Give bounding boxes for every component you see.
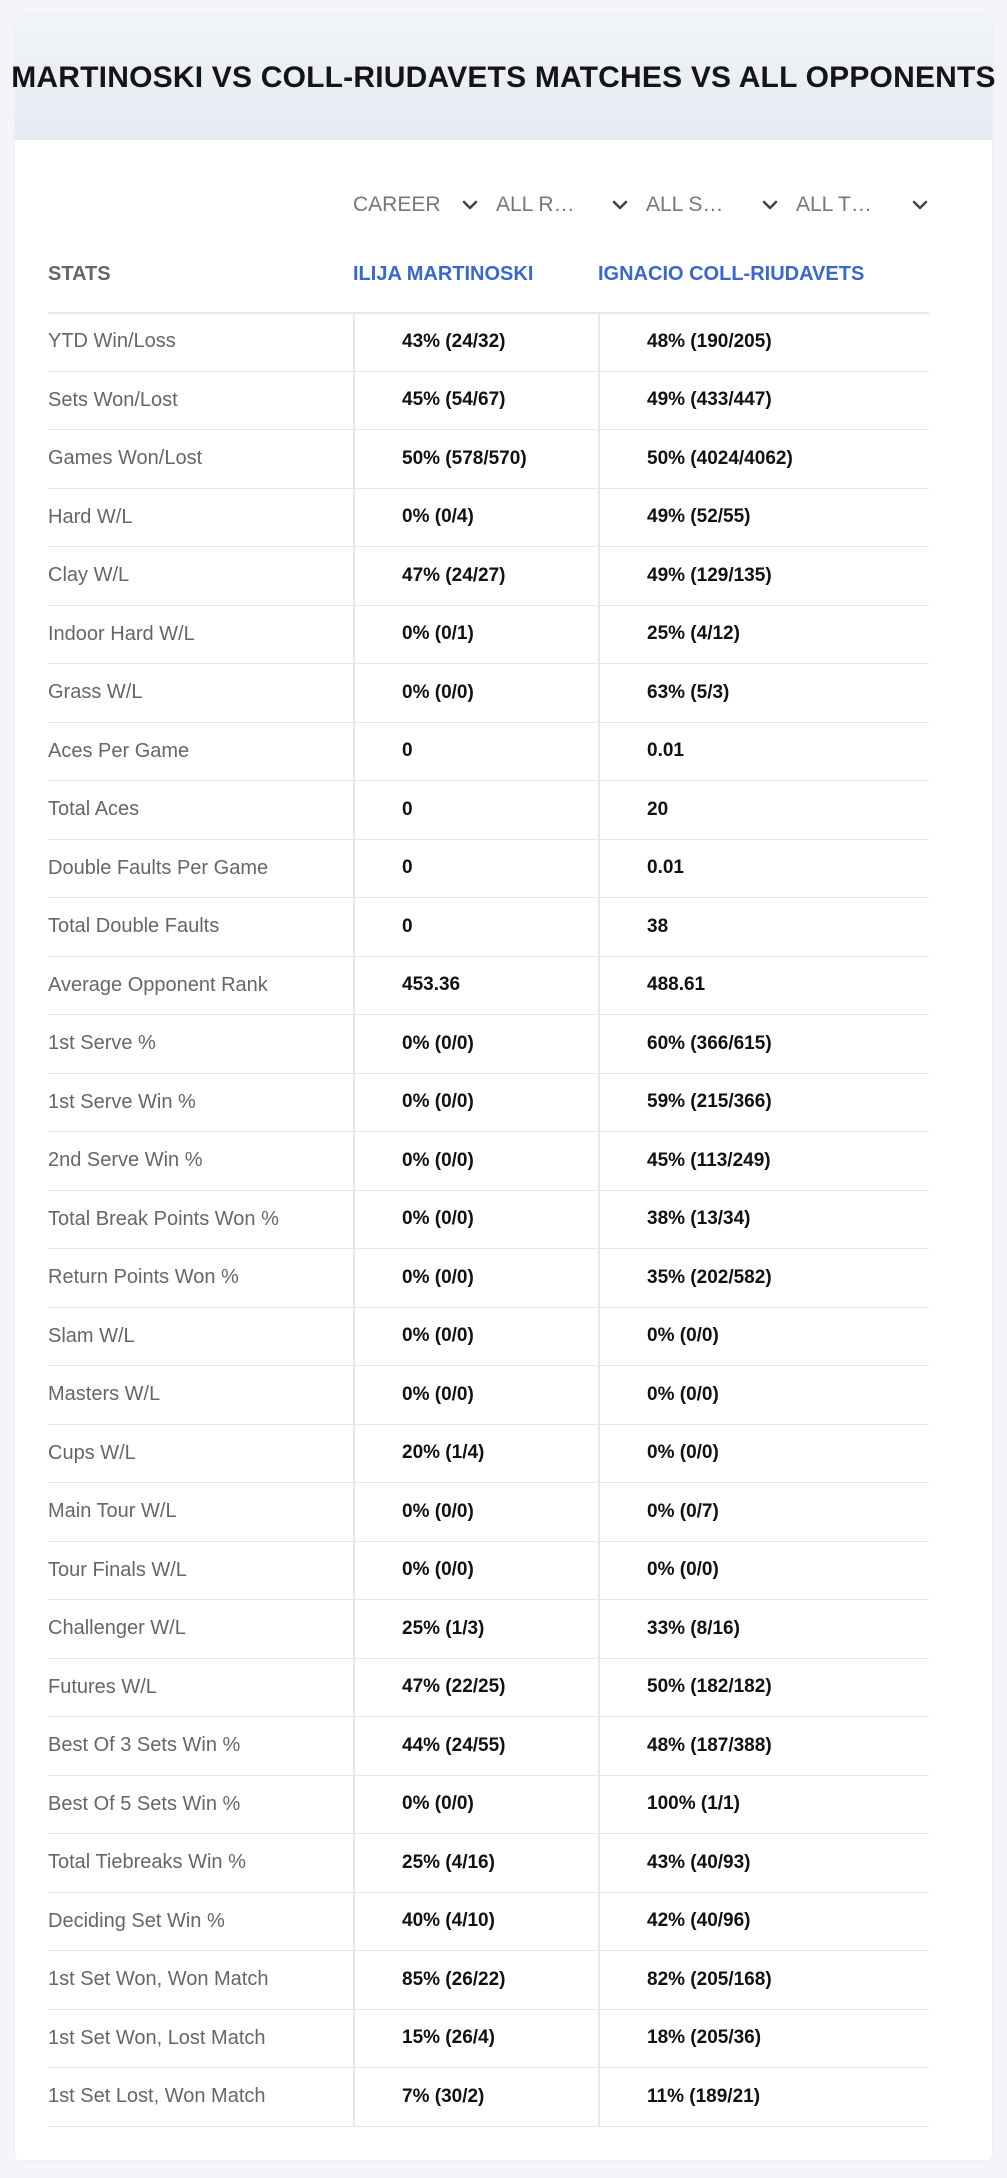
player2-value: 38 (598, 898, 929, 956)
player2-value: 0.01 (598, 840, 929, 898)
player1-value: 20% (1/4) (353, 1425, 598, 1483)
tournament-dropdown[interactable] (796, 170, 946, 240)
stat-label: 2nd Serve Win % (48, 1149, 203, 1172)
player2-value: 20 (598, 781, 929, 839)
table-row (48, 1717, 929, 1776)
stat-label: Aces Per Game (48, 739, 190, 762)
player2-value: 35% (202/582) (598, 1249, 929, 1307)
table-row (48, 1951, 929, 2010)
stat-label: Hard W/L (48, 505, 133, 528)
player2-value: 49% (52/55) (598, 489, 929, 547)
table-row (48, 430, 929, 489)
player1-value: 0% (0/0) (353, 1483, 598, 1541)
player2-link[interactable]: IGNACIO COLL-RIUDAVETS (598, 262, 865, 285)
table-row (48, 1015, 929, 1074)
stat-label: Tour Finals W/L (48, 1558, 187, 1581)
stat-label: Best Of 3 Sets Win % (48, 1734, 241, 1757)
stat-label: Deciding Set Win % (48, 1909, 225, 1932)
chevron-down-icon (912, 199, 928, 211)
player2-value: 48% (190/205) (598, 313, 929, 371)
table-row (48, 372, 929, 431)
player1-value: 0 (353, 781, 598, 839)
player1-value: 0% (0/0) (353, 1191, 598, 1249)
player1-value: 0% (0/0) (353, 1542, 598, 1600)
player1-value: 43% (24/32) (353, 313, 598, 371)
stat-label: Total Break Points Won % (48, 1207, 279, 1230)
table-row (48, 1191, 929, 1250)
player1-value: 0 (353, 898, 598, 956)
table-row (48, 1074, 929, 1133)
player1-value: 47% (22/25) (353, 1659, 598, 1717)
stat-label: Total Double Faults (48, 915, 220, 938)
table-row (48, 2010, 929, 2069)
player2-value: 50% (182/182) (598, 1659, 929, 1717)
player2-value: 48% (187/388) (598, 1717, 929, 1775)
player2-value: 0% (0/7) (598, 1483, 929, 1541)
table-row (48, 723, 929, 782)
stat-label: Double Faults Per Game (48, 856, 269, 879)
player2-value: 49% (433/447) (598, 372, 929, 430)
player1-value: 0% (0/0) (353, 664, 598, 722)
stat-label: 1st Set Won, Lost Match (48, 2026, 266, 2049)
table-row (48, 664, 929, 723)
stat-label: 1st Serve % (48, 1032, 156, 1055)
header (11, 16, 996, 140)
player2-value: 0.01 (598, 723, 929, 781)
table-row (48, 1893, 929, 1952)
stat-label: 1st Set Won, Won Match (48, 1968, 269, 1991)
table-row (48, 1834, 929, 1893)
player1-value: 453.36 (353, 957, 598, 1015)
stat-label: Grass W/L (48, 681, 143, 704)
player2-value: 50% (4024/4062) (598, 430, 929, 488)
table-row (48, 1366, 929, 1425)
table-row (48, 606, 929, 665)
player2-value: 11% (189/21) (598, 2068, 929, 2126)
tournament-dropdown-label: ALL T… (796, 193, 872, 216)
player1-value: 25% (1/3) (353, 1600, 598, 1658)
player2-value: 0% (0/0) (598, 1366, 929, 1424)
stat-label: Futures W/L (48, 1675, 157, 1698)
player2-value: 43% (40/93) (598, 1834, 929, 1892)
table-row (48, 840, 929, 899)
table-row (48, 2068, 929, 2127)
player1-value: 47% (24/27) (353, 547, 598, 605)
player2-value: 63% (5/3) (598, 664, 929, 722)
player2-value: 49% (129/135) (598, 547, 929, 605)
player1-value: 50% (578/570) (353, 430, 598, 488)
filter-bar (353, 170, 946, 240)
player1-value: 15% (26/4) (353, 2010, 598, 2068)
table-row (48, 1308, 929, 1367)
player1-value: 0% (0/4) (353, 489, 598, 547)
player2-value: 38% (13/34) (598, 1191, 929, 1249)
table-row (48, 1659, 929, 1718)
stat-label: Average Opponent Rank (48, 973, 268, 996)
stats-table (48, 313, 929, 2127)
player2-value: 33% (8/16) (598, 1600, 929, 1658)
stat-label: 1st Serve Win % (48, 1090, 196, 1113)
table-row (48, 1542, 929, 1601)
player2-value: 0% (0/0) (598, 1542, 929, 1600)
chevron-down-icon (612, 199, 628, 211)
round-dropdown[interactable] (496, 170, 646, 240)
stat-label: Total Aces (48, 798, 140, 821)
table-row (48, 1425, 929, 1484)
table-row (48, 1483, 929, 1542)
player1-value: 0 (353, 723, 598, 781)
period-dropdown-label: CAREER (353, 193, 441, 216)
player1-value: 25% (4/16) (353, 1834, 598, 1892)
player2-value: 100% (1/1) (598, 1776, 929, 1834)
table-row (48, 313, 929, 372)
stat-label: Masters W/L (48, 1383, 161, 1406)
table-row (48, 957, 929, 1016)
surface-dropdown[interactable] (646, 170, 796, 240)
stat-label: Challenger W/L (48, 1617, 186, 1640)
player1-value: 0% (0/0) (353, 1308, 598, 1366)
period-dropdown[interactable] (353, 170, 496, 240)
player2-value: 82% (205/168) (598, 1951, 929, 2009)
table-row (48, 781, 929, 840)
stat-label: 1st Set Lost, Won Match (48, 2085, 266, 2108)
table-header (48, 236, 929, 314)
chevron-down-icon (762, 199, 778, 211)
round-dropdown-label: ALL R… (496, 193, 575, 216)
player2-value: 0% (0/0) (598, 1425, 929, 1483)
stat-label: Slam W/L (48, 1324, 135, 1347)
stat-label: YTD Win/Loss (48, 330, 176, 353)
surface-dropdown-label: ALL S… (646, 193, 724, 216)
player1-value: 0% (0/0) (353, 1132, 598, 1190)
stat-label: Clay W/L (48, 564, 130, 587)
stat-label: Return Points Won % (48, 1266, 239, 1289)
stat-label: Cups W/L (48, 1441, 136, 1464)
player1-value: 0% (0/0) (353, 1776, 598, 1834)
table-row (48, 547, 929, 606)
player1-value: 44% (24/55) (353, 1717, 598, 1775)
table-row (48, 898, 929, 957)
player1-value: 0% (0/0) (353, 1249, 598, 1307)
stat-label: Indoor Hard W/L (48, 622, 195, 645)
player1-value: 0% (0/0) (353, 1015, 598, 1073)
player1-value: 7% (30/2) (353, 2068, 598, 2126)
stats-column-header: STATS (48, 262, 111, 285)
table-row (48, 489, 929, 548)
player2-value: 42% (40/96) (598, 1893, 929, 1951)
player1-value: 0% (0/0) (353, 1366, 598, 1424)
player2-value: 60% (366/615) (598, 1015, 929, 1073)
stat-label: Sets Won/Lost (48, 388, 178, 411)
chevron-down-icon (462, 199, 478, 211)
stat-label: Total Tiebreaks Win % (48, 1851, 246, 1874)
stat-label: Best Of 5 Sets Win % (48, 1792, 241, 1815)
player2-value: 18% (205/36) (598, 2010, 929, 2068)
player1-value: 0% (0/1) (353, 606, 598, 664)
table-row (48, 1600, 929, 1659)
player2-value: 488.61 (598, 957, 929, 1015)
player2-value: 25% (4/12) (598, 606, 929, 664)
player1-value: 45% (54/67) (353, 372, 598, 430)
player1-value: 40% (4/10) (353, 1893, 598, 1951)
player1-value: 0% (0/0) (353, 1074, 598, 1132)
page-title: MARTINOSKI VS COLL-RIUDAVETS MATCHES VS ALL OPPONENTS (11, 61, 996, 94)
table-row (48, 1132, 929, 1191)
player2-value: 45% (113/249) (598, 1132, 929, 1190)
player1-value: 0 (353, 840, 598, 898)
stat-label: Main Tour W/L (48, 1500, 177, 1523)
table-row (48, 1776, 929, 1835)
player1-value: 85% (26/22) (353, 1951, 598, 2009)
player1-link[interactable]: ILIJA MARTINOSKI (353, 262, 534, 285)
player2-value: 0% (0/0) (598, 1308, 929, 1366)
table-row (48, 1249, 929, 1308)
player2-value: 59% (215/366) (598, 1074, 929, 1132)
stat-label: Games Won/Lost (48, 447, 203, 470)
